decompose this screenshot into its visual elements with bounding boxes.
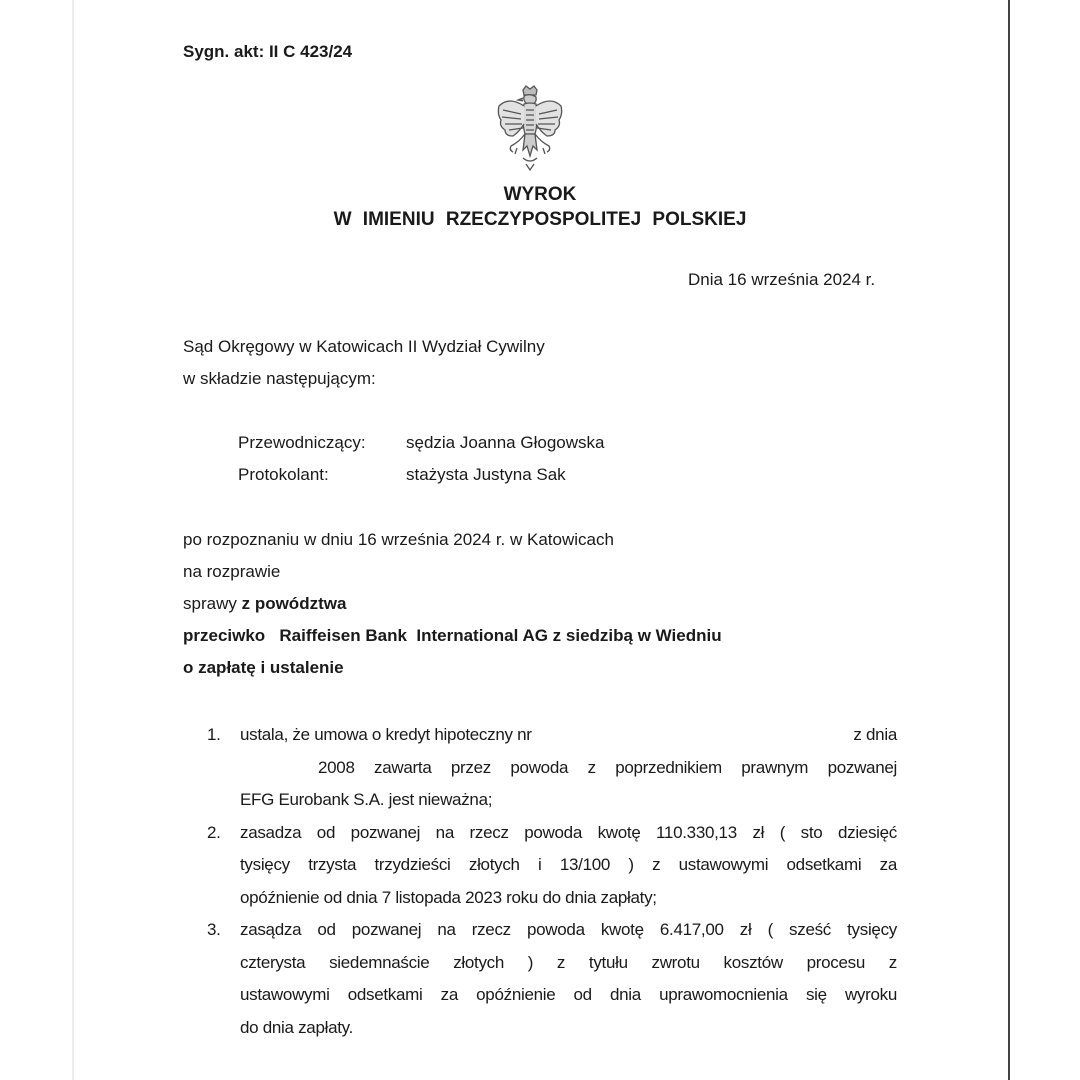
hearing-date-place: po rozpoznaniu w dniu 16 września 2024 r. w Katowicach [183,530,614,549]
ruling-text-line: z dnia [853,725,897,744]
ruling-text-line: czterysta siedemnaście złotych ) z tytułu zwrotu kosztów procesu z [240,952,897,972]
title-in-the-name-of: W IMIENIU RZECZYPOSPOLITEJ POLSKIEJ [333,209,747,230]
hearing-type: na rozprawie [183,562,281,581]
page-edge-right [1008,0,1010,1080]
redacted-contract-number [593,719,793,752]
ruling-text-line: opóźnienie od dnia 7 listopada 2023 roku do dnia zapłaty; [240,887,657,907]
ruling-text-line: do dnia zapłaty. [240,1017,354,1037]
page-edge-left [72,0,74,1080]
ruling-text-line: ustala, że umowa o kredyt hipoteczny nr [240,725,532,744]
hearing-block [183,524,722,684]
ruling-text [240,817,897,915]
panel-role: Przewodniczący: [238,433,366,452]
ruling-number: 1. [207,725,221,744]
court-block [183,331,545,395]
case-prefix: sprawy [183,594,237,613]
panel-row-clerk [238,459,604,491]
panel-block [238,427,604,491]
ruling-item [207,817,897,915]
panel-name: stażysta Justyna Sak [406,465,566,484]
ruling-item [207,719,897,817]
defendant-line: przeciwko Raiffeisen Bank International AG z siedzibą w Wiedniu [183,626,722,645]
ruling-text [240,719,897,817]
ruling-text-line: 2008 zawarta przez powoda z poprzednikiem prawnym pozwanej [318,757,897,777]
ruling-text-line: ustawowymi odsetkami za opóźnienie od dnia uprawomocnienia się wyroku [240,985,897,1004]
judgment-date: Dnia 16 września 2024 r. [688,270,876,289]
panel-name: sędzia Joanna Głogowska [406,433,605,452]
ruling-text [240,914,897,1044]
panel-role: Protokolant: [238,465,329,484]
ruling-number: 2. [207,822,221,842]
panel-row-presiding [238,427,604,459]
ruling-text-line: EFG Eurobank S.A. jest nieważna; [240,790,493,809]
court-composition-label: w składzie następującym: [183,369,376,388]
ruling-text-line: zasadza od pozwanej na rzecz powoda kwotę 110.330,13 zł ( sto dziesięć [240,822,897,842]
case-number: Sygn. akt: II C 423/24 [183,42,353,61]
judgment-title [0,182,1080,232]
polish-eagle-emblem-icon [493,84,567,174]
title-wyrok: WYROK [503,184,577,205]
ruling-number: 3. [207,920,221,939]
ruling-item [207,914,897,1044]
case-subject: o zapłatę i ustalenie [183,658,344,677]
ruling-text-line: zasądza od pozwanej na rzecz powoda kwotę 6.417,00 zł ( sześć tysięcy [240,920,897,939]
case-claim-line [183,588,722,620]
court-name: Sąd Okręgowy w Katowicach II Wydział Cywilny [183,337,545,356]
rulings-list [207,719,897,1044]
case-claim-label: z powództwa [241,594,347,613]
ruling-text-line: tysięcy trzysta trzydzieści złotych i 13/100 ) z ustawowymi odsetkami za [240,855,897,874]
